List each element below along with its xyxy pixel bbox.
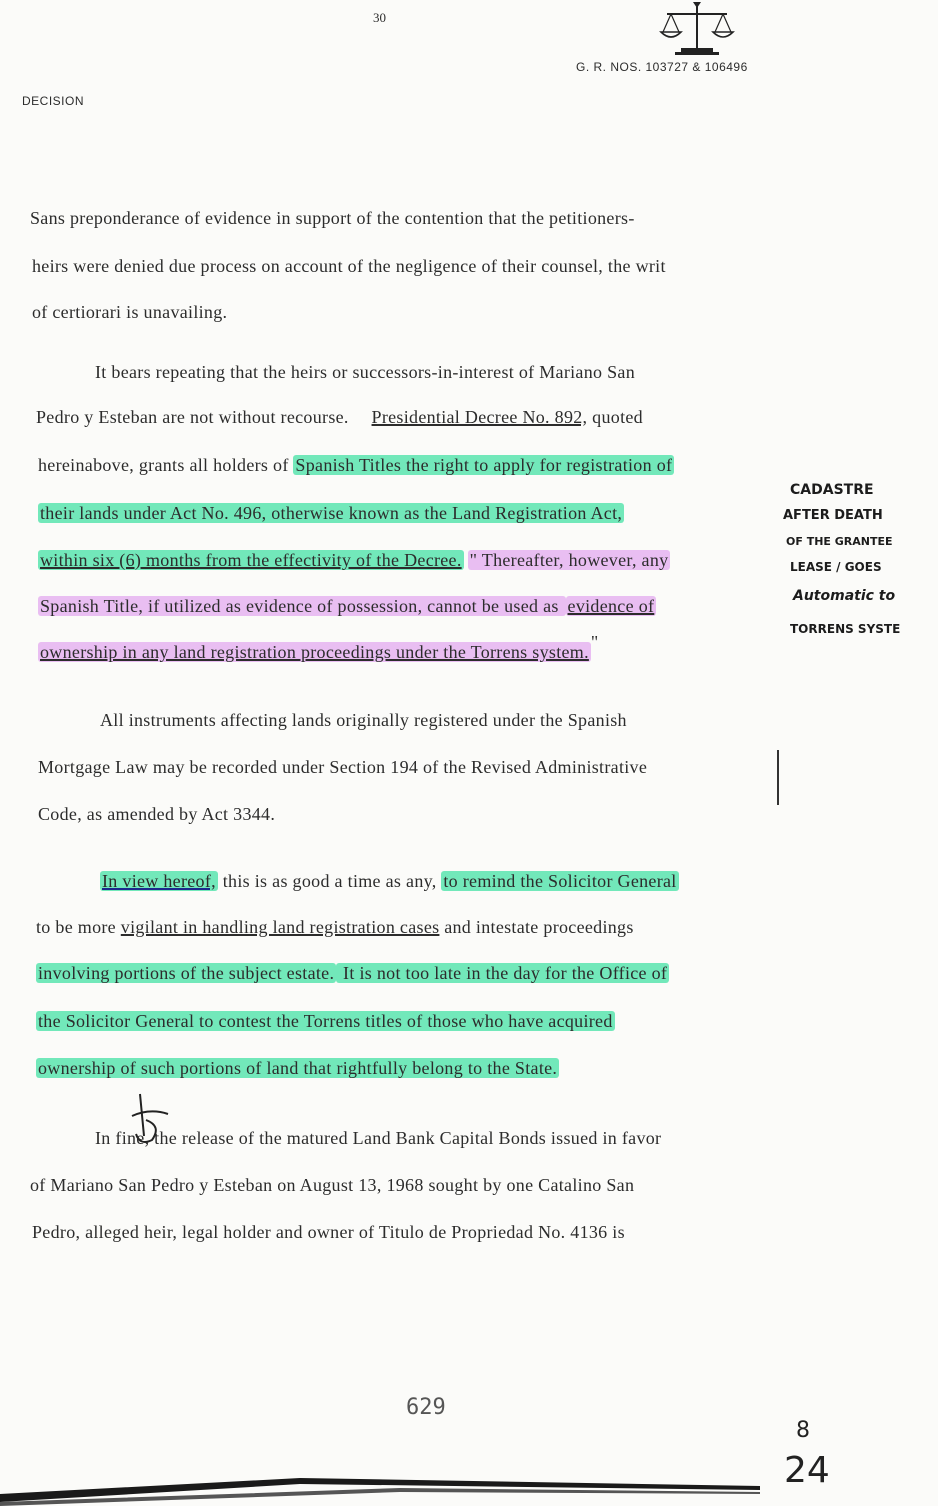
paragraph-1-line-1: Sans preponderance of evidence in support of the contention that the petitioners- bbox=[30, 208, 635, 228]
paragraph-5-line-1: In fine, the release of the matured Land Bank Capital Bonds issued in favor bbox=[95, 1128, 662, 1148]
highlight-subject-estate: involving portions of the subject estate. bbox=[38, 963, 335, 983]
highlight-contest-torrens-titles: the Solicitor General to contest the Torrens titles of those who have acquired bbox=[38, 1011, 613, 1031]
paragraph-2-line-2-text: Pedro y Esteban are not without recourse. bbox=[36, 407, 349, 427]
underline-vigilant: vigilant in handling land registration cases bbox=[120, 917, 440, 937]
scan-edge-shadow bbox=[0, 1452, 760, 1506]
paragraph-4-line-2-text: to be more bbox=[36, 917, 121, 937]
margin-vertical-mark bbox=[777, 750, 779, 805]
closing-quote: " bbox=[590, 632, 599, 652]
presidential-decree-reference: Presidential Decree No. 892, bbox=[371, 407, 588, 427]
paragraph-2-line-4 bbox=[38, 503, 624, 524]
paragraph-1-line-2: heirs were denied due process on account of the negligence of their counsel, the writ bbox=[32, 256, 666, 276]
paragraph-2-line-2 bbox=[36, 407, 643, 428]
corner-handwritten-mark: 8 bbox=[796, 1418, 810, 1443]
paragraph-4-line-1 bbox=[100, 871, 679, 892]
paragraph-4-line-2-tail: and intestate proceedings bbox=[439, 917, 634, 937]
paragraph-2-line-2-tail: quoted bbox=[587, 407, 643, 427]
paragraph-1-line-3: of certiorari is unavailing. bbox=[32, 302, 228, 322]
highlight-not-too-late: It is not too late in the day for the Office of bbox=[338, 963, 668, 983]
margin-note-line-6: TORRENS SYSTE bbox=[790, 622, 901, 636]
paragraph-3-line-2: Mortgage Law may be recorded under Section 194 of the Revised Administrative bbox=[38, 757, 648, 777]
paragraph-4-line-5 bbox=[36, 1058, 559, 1079]
paragraph-5-line-3: Pedro, alleged heir, legal holder and owner of Titulo de Propriedad No. 4136 is bbox=[32, 1222, 625, 1242]
bottom-page-number: 629 bbox=[406, 1395, 446, 1420]
paragraph-2-line-6 bbox=[38, 596, 656, 617]
paragraph-5-line-2: of Mariano San Pedro y Esteban on August 13, 1968 sought by one Catalino San bbox=[30, 1175, 635, 1195]
highlight-spanish-titles: Spanish Titles the right to apply for registration of bbox=[295, 455, 673, 475]
corner-handwritten-number: 24 bbox=[784, 1450, 830, 1491]
case-numbers: G. R. NOS. 103727 & 106496 bbox=[576, 60, 748, 74]
margin-note-line-5: Automatic to bbox=[793, 588, 896, 604]
paragraph-2-line-3 bbox=[38, 455, 674, 476]
highlight-thereafter: " Thereafter, however, any bbox=[469, 550, 669, 570]
paragraph-4-line-3 bbox=[36, 963, 669, 984]
highlight-evidence-of: evidence of bbox=[567, 596, 655, 616]
highlight-torrens-system: ownership in any land registration proceedings under the Torrens system. bbox=[40, 642, 589, 662]
paragraph-4-line-1-middle: this is as good a time as any, bbox=[217, 871, 442, 891]
paragraph-2-line-5 bbox=[38, 550, 670, 571]
paragraph-3-line-1: All instruments affecting lands originally registered under the Spanish bbox=[100, 710, 627, 730]
top-page-number: 30 bbox=[373, 10, 386, 25]
margin-note-line-1: CADASTRE bbox=[790, 482, 874, 498]
margin-note-line-4: LEASE / GOES bbox=[790, 560, 882, 574]
scales-of-justice-icon bbox=[657, 0, 737, 60]
paragraph-2-line-3-text: hereinabove, grants all holders of bbox=[38, 455, 294, 475]
highlight-land-registration-act: their lands under Act No. 496, otherwise known as the Land Registration Act, bbox=[40, 503, 623, 523]
paragraph-2-line-7 bbox=[38, 632, 599, 663]
section-label: DECISION bbox=[22, 94, 85, 108]
highlight-in-view-hereof: In view hereof, bbox=[102, 871, 216, 891]
paragraph-2-line-1: It bears repeating that the heirs or successors-in-interest of Mariano San bbox=[95, 362, 636, 382]
margin-note-line-2: AFTER DEATH bbox=[783, 508, 883, 523]
highlight-belong-to-state: ownership of such portions of land that rightfully belong to the State. bbox=[38, 1058, 558, 1078]
paragraph-4-line-4 bbox=[36, 1011, 615, 1032]
paragraph-4-line-2 bbox=[36, 917, 634, 938]
highlight-remind-solicitor-general: to remind the Solicitor General bbox=[443, 871, 677, 891]
highlight-six-months: within six (6) months from the effectivity of the Decree. bbox=[40, 550, 462, 570]
highlight-spanish-title-possession: Spanish Title, if utilized as evidence of possession, cannot be used as bbox=[40, 596, 564, 616]
margin-note-line-3: OF THE GRANTEE bbox=[786, 535, 893, 548]
paragraph-3-line-3: Code, as amended by Act 3344. bbox=[38, 804, 276, 824]
